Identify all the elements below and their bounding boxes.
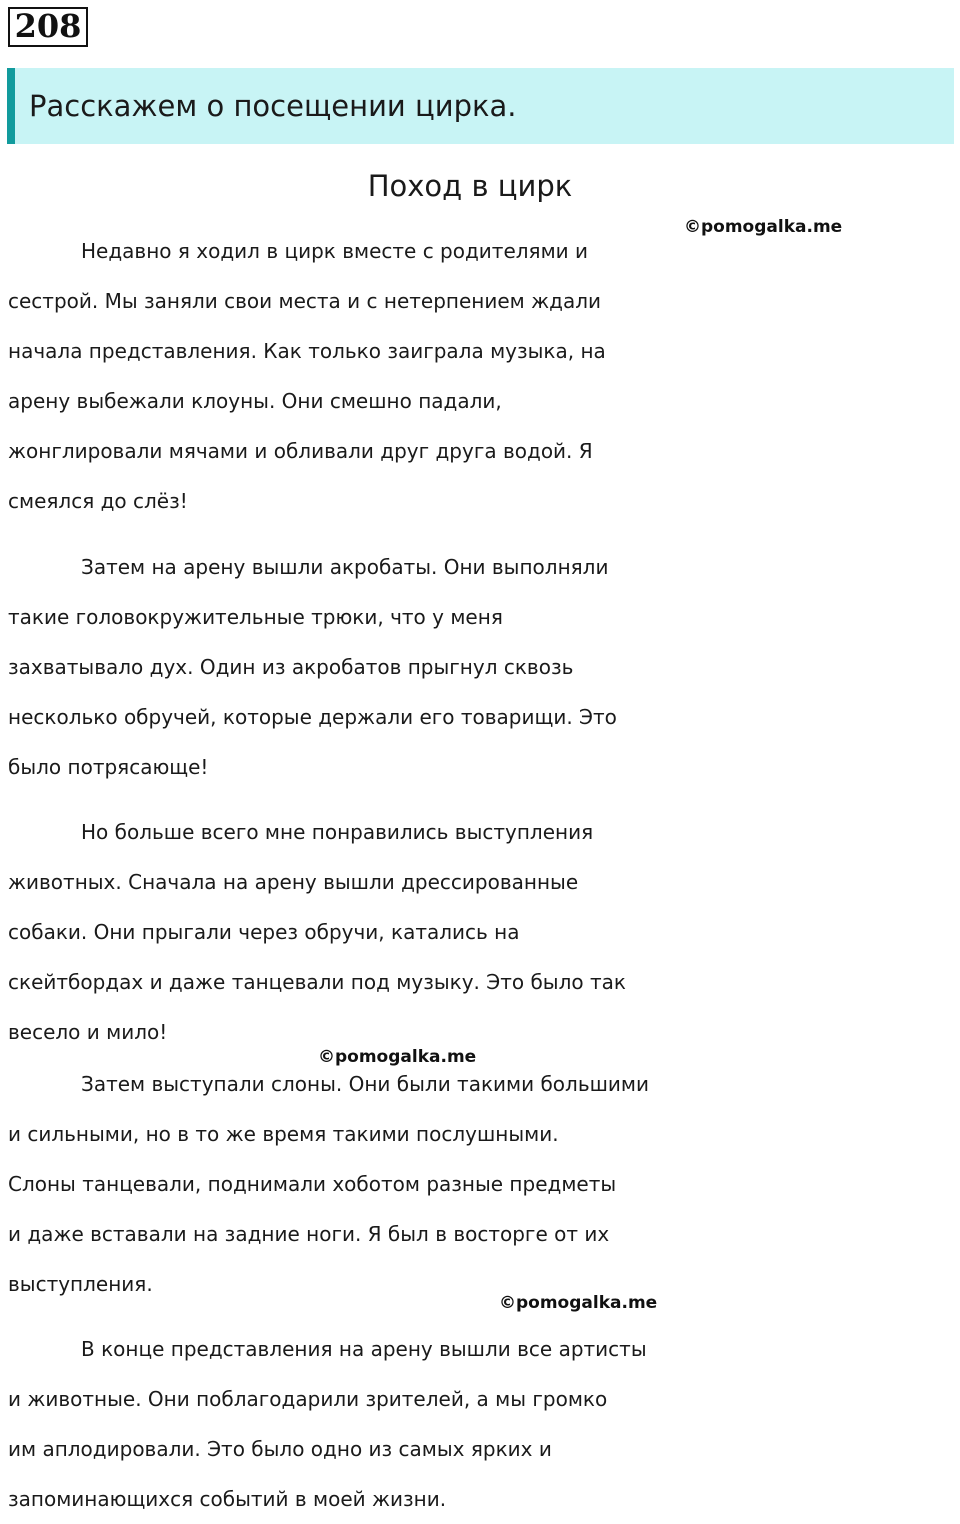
paragraph-line: В конце представления на арену вышли все артисты xyxy=(81,1337,647,1361)
task-number-box: 208 xyxy=(8,7,88,47)
paragraph-line: выступления. xyxy=(8,1272,153,1296)
paragraph-line: скейтбордах и даже танцевали под музыку. Это было так xyxy=(8,970,626,994)
paragraph-line: было потрясающе! xyxy=(8,755,209,779)
paragraph-line: весело и мило! xyxy=(8,1020,168,1044)
paragraph-line: такие головокружительные трюки, что у меня xyxy=(8,605,503,629)
paragraph-1 xyxy=(8,226,958,526)
paragraph-line: и даже вставали на задние ноги. Я был в восторге от их xyxy=(8,1222,610,1246)
paragraph-2 xyxy=(8,542,958,792)
paragraph-line: несколько обручей, которые держали его товарищи. Это xyxy=(8,705,617,729)
task-text: Расскажем о посещении цирка. xyxy=(29,89,517,123)
paragraph-4 xyxy=(8,1059,958,1309)
watermark-1: ©pomogalka.me xyxy=(684,217,843,237)
essay-title: Поход в цирк xyxy=(367,169,573,203)
paragraph-line: Недавно я ходил в цирк вместе с родителями и xyxy=(81,239,589,263)
paragraph-line: начала представления. Как только заиграла музыка, на xyxy=(8,339,606,363)
paragraph-line: Слоны танцевали, поднимали хоботом разные предметы xyxy=(8,1172,617,1196)
paragraph-line: Но больше всего мне понравились выступления xyxy=(81,820,594,844)
paragraph-line: Затем выступали слоны. Они были такими большими xyxy=(81,1072,649,1096)
paragraph-line: и животные. Они поблагодарили зрителей, а мы громко xyxy=(8,1387,608,1411)
paragraph-line: и сильными, но в то же время такими послушными. xyxy=(8,1122,559,1146)
paragraph-line: собаки. Они прыгали через обручи, катались на xyxy=(8,920,520,944)
paragraph-3 xyxy=(8,807,958,1057)
paragraph-line: запоминающихся событий в моей жизни. xyxy=(8,1487,447,1511)
watermark-3: ©pomogalka.me xyxy=(499,1293,658,1313)
task-banner xyxy=(7,68,954,144)
paragraph-5 xyxy=(8,1324,958,1524)
paragraph-line: захватывало дух. Один из акробатов прыгнул сквозь xyxy=(8,655,574,679)
paragraph-line: арену выбежали клоуны. Они смешно падали, xyxy=(8,389,502,413)
paragraph-line: жонглировали мячами и обливали друг друга водой. Я xyxy=(8,439,593,463)
watermark-2: ©pomogalka.me xyxy=(318,1047,477,1067)
paragraph-line: Затем на арену вышли акробаты. Они выполняли xyxy=(81,555,609,579)
paragraph-line: сестрой. Мы заняли свои места и с нетерпением ждали xyxy=(8,289,601,313)
paragraph-line: животных. Сначала на арену вышли дрессированные xyxy=(8,870,579,894)
paragraph-line: смеялся до слёз! xyxy=(8,489,188,513)
paragraph-line: им аплодировали. Это было одно из самых ярких и xyxy=(8,1437,552,1461)
